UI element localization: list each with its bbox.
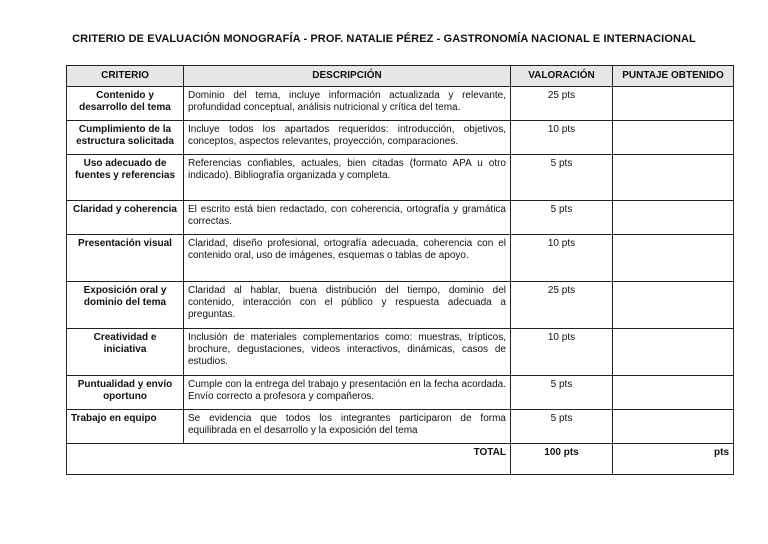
total-valoracion: 100 pts xyxy=(511,444,613,475)
valoracion-cell: 5 pts xyxy=(511,155,613,201)
puntaje-cell[interactable] xyxy=(613,329,734,376)
valoracion-cell: 10 pts xyxy=(511,235,613,282)
puntaje-cell[interactable] xyxy=(613,155,734,201)
criterio-cell: Exposición oral y dominio del tema xyxy=(67,282,184,329)
total-label: TOTAL xyxy=(67,444,511,475)
puntaje-cell[interactable] xyxy=(613,121,734,155)
header-valoracion: VALORACIÓN xyxy=(511,66,613,87)
header-descripcion: DESCRIPCIÓN xyxy=(184,66,511,87)
criterio-cell: Presentación visual xyxy=(67,235,184,282)
valoracion-cell: 5 pts xyxy=(511,376,613,410)
table-row xyxy=(67,282,734,329)
table-row xyxy=(67,410,734,444)
evaluation-table xyxy=(66,65,734,475)
descripcion-cell: Se evidencia que todos los integrantes participaron de forma equilibrada en el desarrollo y la exposición del tema xyxy=(184,410,511,444)
criterio-cell: Trabajo en equipo xyxy=(67,410,184,444)
header-criterio: CRITERIO xyxy=(67,66,184,87)
table-row xyxy=(67,329,734,376)
descripcion-cell: Incluye todos los apartados requeridos: introducción, objetivos, conceptos, aspectos relevantes, proyección, comparaciones. xyxy=(184,121,511,155)
descripcion-cell: Claridad al hablar, buena distribución del tiempo, dominio del contenido, interacción con el público y respuesta adecuada a preguntas. xyxy=(184,282,511,329)
descripcion-cell: Inclusión de materiales complementarios como: muestras, trípticos, brochure, degustaciones, videos interactivos, dinámicas, casos de estudios. xyxy=(184,329,511,376)
descripcion-cell: Cumple con la entrega del trabajo y presentación en la fecha acordada. Envío correcto a profesora y compañeros. xyxy=(184,376,511,410)
puntaje-cell[interactable] xyxy=(613,201,734,235)
total-row xyxy=(67,444,734,475)
criterio-cell: Creatividad e iniciativa xyxy=(67,329,184,376)
puntaje-cell[interactable] xyxy=(613,376,734,410)
valoracion-cell: 10 pts xyxy=(511,329,613,376)
puntaje-cell[interactable] xyxy=(613,87,734,121)
document-title: CRITERIO DE EVALUACIÓN MONOGRAFÍA - PROF. NATALIE PÉREZ - GASTRONOMÍA NACIONAL E INTERNACIONAL xyxy=(72,33,696,45)
puntaje-cell[interactable] xyxy=(613,235,734,282)
criterio-cell: Puntualidad y envío oportuno xyxy=(67,376,184,410)
table-header-row xyxy=(67,66,734,87)
descripcion-cell: Dominio del tema, incluye información actualizada y relevante, profundidad conceptual, análisis nutricional y crítica del tema. xyxy=(184,87,511,121)
table-row xyxy=(67,235,734,282)
criterio-cell: Contenido y desarrollo del tema xyxy=(67,87,184,121)
valoracion-cell: 25 pts xyxy=(511,87,613,121)
table-row xyxy=(67,376,734,410)
descripcion-cell: El escrito está bien redactado, con coherencia, ortografía y gramática correctas. xyxy=(184,201,511,235)
valoracion-cell: 10 pts xyxy=(511,121,613,155)
table-row xyxy=(67,87,734,121)
valoracion-cell: 5 pts xyxy=(511,201,613,235)
header-puntaje: PUNTAJE OBTENIDO xyxy=(613,66,734,87)
criterio-cell: Claridad y coherencia xyxy=(67,201,184,235)
valoracion-cell: 5 pts xyxy=(511,410,613,444)
puntaje-cell[interactable] xyxy=(613,282,734,329)
table-row xyxy=(67,201,734,235)
total-puntaje[interactable]: pts xyxy=(613,444,734,475)
table-row xyxy=(67,155,734,201)
valoracion-cell: 25 pts xyxy=(511,282,613,329)
criterio-cell: Cumplimiento de la estructura solicitada xyxy=(67,121,184,155)
criterio-cell: Uso adecuado de fuentes y referencias xyxy=(67,155,184,201)
table-row xyxy=(67,121,734,155)
descripcion-cell: Claridad, diseño profesional, ortografía adecuada, coherencia con el contenido oral, uso de imágenes, esquemas o tablas de apoyo. xyxy=(184,235,511,282)
descripcion-cell: Referencias confiables, actuales, bien citadas (formato APA u otro indicado). Bibliografía organizada y completa. xyxy=(184,155,511,201)
puntaje-cell[interactable] xyxy=(613,410,734,444)
